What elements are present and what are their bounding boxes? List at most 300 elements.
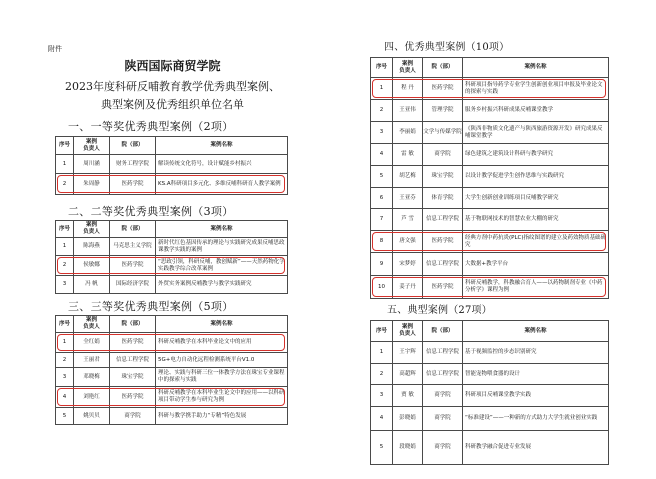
cell-leader <box>393 100 423 122</box>
cell-number-text: 1 <box>62 339 67 346</box>
table-row <box>371 122 609 144</box>
cell-case-name-text: 以设计教学促进学生创作思维与实践研究 <box>465 173 565 180</box>
cell-leader <box>393 209 423 231</box>
cell-case-name-text: 5G+电力自动化远程检测系统平台V1.0 <box>158 356 255 363</box>
table-row <box>371 100 609 122</box>
cell-number-text: 2 <box>62 262 67 269</box>
table-row <box>56 276 288 294</box>
cell-case-name <box>463 100 609 122</box>
table-body <box>371 78 609 299</box>
cell-college <box>423 385 463 407</box>
cell-college-text: 医药学院 <box>121 180 144 187</box>
cell-college-text: 信息工程学院 <box>425 370 459 377</box>
cell-case-name-text: 科研项目反哺课堂教学实践 <box>465 392 532 399</box>
section-heading-second-prize: 二、二等奖优秀典型案例（3项） <box>68 205 234 218</box>
cell-leader <box>74 333 110 353</box>
column-header-leader <box>74 221 110 238</box>
cell-number <box>371 100 393 122</box>
cell-case-name <box>156 353 288 368</box>
table-row <box>56 238 288 256</box>
table-row <box>371 342 609 364</box>
column-header-college-label: 院（部） <box>121 320 144 327</box>
column-header-number-label: 序号 <box>375 64 387 71</box>
cell-college <box>110 256 156 276</box>
cell-college-text: 医药学院 <box>121 393 144 400</box>
table-row <box>371 253 609 276</box>
cell-number-text: 9 <box>379 260 384 267</box>
table-first-prize <box>55 136 287 195</box>
cell-number-text: 5 <box>379 444 384 451</box>
cell-college-text: 医药学院 <box>431 283 454 290</box>
table-body <box>56 238 288 294</box>
column-header-number <box>56 316 74 333</box>
column-header-college-label: 院（部） <box>431 64 454 71</box>
cell-case-name-text: 《陕西非物质文化遗产与陕西旅游资源开发》研究成果反哺课堂教学 <box>465 125 603 139</box>
cell-number-text: 3 <box>62 373 67 380</box>
column-header-college-label: 院（部） <box>431 327 454 334</box>
cell-number-text: 5 <box>379 173 384 180</box>
section-heading-first-prize: 一、一等奖优秀典型案例（2项） <box>68 120 234 133</box>
cell-college <box>423 407 463 431</box>
cell-case-name-text: 科研与教学携手助力“专精”特色发展 <box>158 412 247 419</box>
cell-leader-text: 高超辉 <box>399 370 416 377</box>
cell-case-name <box>463 166 609 188</box>
cell-case-name <box>156 368 288 387</box>
table-row <box>371 407 609 431</box>
cell-case-name <box>156 174 288 195</box>
cell-college <box>110 353 156 368</box>
cell-case-name-text: 经典方剂中药抗炎(PLC)指纹图谱的建立及药效物质基础研究 <box>465 234 607 248</box>
table-row <box>56 368 288 387</box>
table-header <box>56 137 288 155</box>
column-header-college <box>110 221 156 238</box>
column-header-number-label: 序号 <box>58 320 70 327</box>
column-header-case-name-label: 案例名称 <box>210 320 233 327</box>
cases-table <box>370 320 609 465</box>
cell-college-text: 医药学院 <box>121 339 144 346</box>
cell-case-name-text: 基于物联网技术的智慧农业大棚的研究 <box>465 216 559 223</box>
cell-leader-text: 冯 帆 <box>85 281 98 288</box>
table-row <box>56 387 288 408</box>
cell-number-text: 4 <box>379 415 384 422</box>
column-header-college <box>110 316 156 333</box>
column-header-number <box>371 58 393 78</box>
cell-college <box>423 209 463 231</box>
cell-case-name-text: 科研教学融合促进专业发展 <box>465 444 532 451</box>
cell-college <box>110 333 156 353</box>
cell-college-text: 医药学院 <box>431 238 454 245</box>
cell-case-name-text: 智能宠物喂食器的设计 <box>465 370 521 377</box>
cell-number-text: 4 <box>379 151 384 158</box>
cell-number <box>371 364 393 385</box>
cell-number <box>56 387 74 408</box>
cell-number <box>371 342 393 364</box>
cell-number-text: 5 <box>62 412 67 419</box>
column-header-college <box>423 321 463 342</box>
cell-number <box>56 333 74 353</box>
table-header <box>371 321 609 342</box>
cell-number-text: 2 <box>62 180 67 187</box>
cell-leader <box>393 385 423 407</box>
cell-college <box>110 174 156 195</box>
cell-leader <box>393 407 423 431</box>
cases-table <box>370 57 609 299</box>
cell-number-text: 1 <box>379 85 384 92</box>
table-row <box>371 431 609 465</box>
cell-leader <box>74 174 110 195</box>
table-header-row <box>371 58 609 78</box>
table-third-prize <box>55 315 287 425</box>
cell-leader <box>393 342 423 364</box>
cell-case-name-text: 解读传统文化符号，设计赋能乡村振兴 <box>158 160 252 167</box>
column-header-case-name <box>463 321 609 342</box>
table-row <box>56 408 288 425</box>
cell-case-name-text: 新时代红色基因传承的理论与实践研究成果反哺思政课教学实践的案例 <box>158 239 285 253</box>
cases-table <box>55 220 288 294</box>
cell-case-name <box>463 364 609 385</box>
cell-college <box>423 166 463 188</box>
cell-leader-text: 王亚伟 <box>399 107 416 114</box>
cell-case-name-text: “标准建设”——一种新的方式助力大学生就业创业实践 <box>465 415 598 422</box>
cell-case-name <box>156 256 288 276</box>
cell-case-name <box>463 385 609 407</box>
table-header <box>56 316 288 333</box>
cell-college <box>423 188 463 209</box>
column-header-college <box>423 58 463 78</box>
table-row <box>371 231 609 253</box>
cell-college <box>423 78 463 100</box>
cell-number <box>371 276 393 299</box>
cell-leader-text: 刘艳红 <box>83 393 100 400</box>
cell-number <box>371 231 393 253</box>
document-title-line-2: 2023年度科研反哺教育教学优秀典型案例、 <box>65 80 280 93</box>
cell-number-text: 1 <box>379 349 384 356</box>
column-header-case-name-label: 案例名称 <box>524 327 547 334</box>
column-header-case-name <box>463 58 609 78</box>
cell-case-name-text: KS.A科研项目多元化、多维反哺科研育人教学案例 <box>158 180 281 187</box>
cell-number-text: 4 <box>62 393 67 400</box>
column-header-leader <box>393 58 423 78</box>
cell-case-name-text: 科研反哺教学在本科毕业生论文中的应用——以科研项目带动学生参与研究为例 <box>158 390 285 403</box>
cell-leader <box>393 364 423 385</box>
cell-leader-text: 李丽娟 <box>399 129 416 136</box>
cell-case-name-text: 服务乡村振兴科研成果反哺课堂教学 <box>465 107 554 114</box>
cell-number <box>371 385 393 407</box>
attachment-label: 附件 <box>48 45 62 53</box>
cell-leader-text: 王亚芬 <box>399 194 416 201</box>
cell-college-text: 医药学院 <box>431 85 454 92</box>
cell-case-name-text: 基于视频监控的步态识别研究 <box>465 349 537 356</box>
cell-college-text: 管理学院 <box>431 107 454 114</box>
cell-number <box>371 253 393 276</box>
cell-number-text: 2 <box>62 356 67 363</box>
cell-leader-text: 宋梦婷 <box>399 260 416 267</box>
cell-leader <box>393 276 423 299</box>
table-body <box>56 155 288 195</box>
cell-leader-text: 邓晓梅 <box>83 373 100 380</box>
cell-number <box>56 353 74 368</box>
table-row <box>56 333 288 353</box>
cell-college-text: 财务工程学院 <box>115 160 149 167</box>
cell-case-name <box>463 431 609 465</box>
cell-college <box>423 100 463 122</box>
cell-number-text: 7 <box>379 216 384 223</box>
column-header-case-name-label: 案例名称 <box>210 225 233 232</box>
table-row <box>371 144 609 166</box>
cell-leader-text: 芦 雪 <box>401 216 414 223</box>
column-header-case-name <box>156 137 288 155</box>
cell-number <box>371 78 393 100</box>
cell-leader-text: 朱周静 <box>83 180 100 187</box>
table-header-row <box>56 221 288 238</box>
table-row <box>371 364 609 385</box>
cell-leader-text: 周川涵 <box>83 160 100 167</box>
column-header-leader-label: 案例 负责人 <box>83 222 100 235</box>
cell-case-name <box>156 276 288 294</box>
cell-case-name-text: 科研项目指导药学专业学生创新创业项目申报及毕业论文的探索与实践 <box>465 81 603 95</box>
table-typical-cases <box>370 320 608 465</box>
cell-number <box>56 276 74 294</box>
cell-college-text: 商学院 <box>434 392 451 399</box>
cell-case-name <box>463 144 609 166</box>
cell-leader-text: 程 丹 <box>401 85 414 92</box>
cell-leader-text: 贾 敏 <box>401 392 414 399</box>
cell-leader <box>393 166 423 188</box>
document-title-line-3: 典型案例及优秀组织单位名单 <box>101 98 244 111</box>
table-header <box>56 221 288 238</box>
section-heading-typical-cases: 五、典型案例（27项） <box>387 305 492 316</box>
cell-college-text: 信息工程学院 <box>425 260 459 267</box>
cell-number-text: 2 <box>379 370 384 377</box>
cell-number <box>56 174 74 195</box>
column-header-number <box>371 321 393 342</box>
cell-college <box>423 364 463 385</box>
document-title-line-1: 陕西国际商贸学院 <box>124 59 221 73</box>
table-header-row <box>56 137 288 155</box>
cell-leader-text: 唐文强 <box>399 238 416 245</box>
cell-college-text: 体育学院 <box>431 194 454 201</box>
cell-college-text: 信息工程学院 <box>115 356 149 363</box>
column-header-leader-label: 案例 负责人 <box>83 317 100 330</box>
cell-college-text: 国际经济学院 <box>115 281 149 288</box>
cell-number <box>56 408 74 425</box>
column-header-case-name-label: 案例名称 <box>210 142 233 149</box>
cell-leader <box>74 368 110 387</box>
column-header-leader <box>74 316 110 333</box>
table-row <box>56 155 288 174</box>
cell-case-name-text: 外贸实务案例反哺教学与教学实践研究 <box>158 281 252 288</box>
cell-case-name <box>156 408 288 425</box>
cell-case-name <box>156 333 288 353</box>
cell-college-text: 珠宝学院 <box>431 173 454 180</box>
table-body <box>56 333 288 425</box>
cell-leader <box>393 253 423 276</box>
column-header-number <box>56 221 74 238</box>
cell-leader-text: 侯敏娜 <box>83 262 100 269</box>
column-header-case-name <box>156 316 288 333</box>
cell-college <box>423 122 463 144</box>
table-body <box>371 342 609 465</box>
cell-case-name <box>463 188 609 209</box>
cell-case-name <box>463 253 609 276</box>
cell-leader-text: 姜子丹 <box>399 283 416 290</box>
cell-leader <box>74 408 110 425</box>
cell-college <box>423 431 463 465</box>
column-header-number-label: 序号 <box>58 142 70 149</box>
cell-college <box>423 342 463 364</box>
cell-leader <box>393 431 423 465</box>
cell-number <box>371 407 393 431</box>
cell-leader <box>74 387 110 408</box>
cell-case-name <box>156 238 288 256</box>
cell-number-text: 3 <box>379 392 384 399</box>
cell-case-name-text: 理论、实践与科研三位一体教学方法在珠宝专业课程中的探索与实践 <box>158 370 285 383</box>
cell-leader-text: 雷 敏 <box>401 151 414 158</box>
column-header-college-label: 院（部） <box>121 225 144 232</box>
column-header-college <box>110 137 156 155</box>
cell-case-name-text: 大学生创新创业训练项目反哺教学研究 <box>465 194 559 201</box>
cell-case-name-text: 科研反哺教学在本科毕业论文中的应用 <box>158 339 252 346</box>
cell-college-text: 文学与传媒学院 <box>423 129 462 136</box>
table-row <box>371 276 609 299</box>
cell-college-text: 医药学院 <box>121 262 144 269</box>
cell-leader <box>393 144 423 166</box>
cell-leader-text: 胡艺梅 <box>399 173 416 180</box>
cell-number <box>56 155 74 174</box>
cell-leader <box>74 276 110 294</box>
table-row <box>56 174 288 195</box>
cell-college <box>110 155 156 174</box>
cell-college <box>110 387 156 408</box>
cell-college <box>423 144 463 166</box>
cell-number-text: 2 <box>379 107 384 114</box>
section-heading-third-prize: 三、三等奖优秀典型案例（5项） <box>68 300 234 313</box>
cell-college <box>110 368 156 387</box>
cell-leader-text: 彭晓娟 <box>399 415 416 422</box>
cell-case-name <box>463 122 609 144</box>
cell-number-text: 3 <box>379 129 384 136</box>
table-row <box>371 209 609 231</box>
cases-table <box>55 315 288 425</box>
table-excellent-cases <box>370 57 608 299</box>
column-header-number <box>56 137 74 155</box>
cell-number <box>371 166 393 188</box>
cell-case-name <box>156 155 288 174</box>
cell-leader <box>74 256 110 276</box>
cell-college-text: 商学院 <box>434 415 451 422</box>
cell-number <box>371 209 393 231</box>
column-header-college-label: 院（部） <box>121 142 144 149</box>
column-header-leader-label: 案例 负责人 <box>399 60 416 74</box>
column-header-leader <box>74 137 110 155</box>
cell-college-text: 信息工程学院 <box>425 216 459 223</box>
cases-table <box>55 136 288 195</box>
cell-number-text: 10 <box>378 283 385 290</box>
cell-number <box>371 431 393 465</box>
cell-college <box>110 238 156 256</box>
table-row <box>371 385 609 407</box>
cell-college-text: 商学院 <box>434 444 451 451</box>
column-header-number-label: 序号 <box>375 327 387 334</box>
table-row <box>371 188 609 209</box>
cell-number-text: 8 <box>379 238 384 245</box>
cell-college-text: 信息工程学院 <box>425 349 459 356</box>
cell-number-text: 6 <box>379 194 384 201</box>
cell-leader <box>393 122 423 144</box>
table-second-prize <box>55 220 287 294</box>
table-row <box>371 78 609 100</box>
column-header-leader-label: 案例 负责人 <box>399 324 416 337</box>
cell-leader <box>74 353 110 368</box>
cell-college-text: 商学院 <box>124 412 141 419</box>
cell-college-text: 马克思主义学院 <box>113 243 152 250</box>
cell-case-name <box>463 276 609 299</box>
column-header-leader-label: 案例 负责人 <box>83 138 100 152</box>
cell-number-text: 1 <box>62 243 67 250</box>
cell-leader <box>74 238 110 256</box>
table-header-row <box>56 316 288 333</box>
cell-leader-text: 陈海燕 <box>83 243 100 250</box>
cell-case-name-text: “思政引领，科研反哺，教创赋新”——天然药物化学实践教学综合改革案例 <box>158 258 285 272</box>
cell-number-text: 1 <box>62 160 67 167</box>
cell-leader <box>393 188 423 209</box>
cell-college <box>423 276 463 299</box>
column-header-leader <box>393 321 423 342</box>
cell-case-name <box>463 407 609 431</box>
cell-case-name <box>463 78 609 100</box>
column-header-number-label: 序号 <box>58 225 70 232</box>
cell-number <box>56 368 74 387</box>
table-row <box>56 353 288 368</box>
cell-leader <box>74 155 110 174</box>
column-header-case-name-label: 案例名称 <box>524 64 547 71</box>
cell-case-name <box>463 342 609 364</box>
cell-leader <box>393 231 423 253</box>
cell-college-text: 商学院 <box>434 151 451 158</box>
cell-college-text: 珠宝学院 <box>121 373 144 380</box>
section-heading-excellent-cases: 四、优秀典型案例（10项） <box>384 42 510 53</box>
cell-number <box>56 256 74 276</box>
table-header <box>371 58 609 78</box>
cell-number <box>371 144 393 166</box>
cell-case-name-text: 绿色建筑之建筑设计科研与教学研究 <box>465 151 554 158</box>
page-right <box>328 0 656 479</box>
cell-case-name-text: 科研反哺教学，科教融合育人——以药物制剂专业《中药分析学》课程为例 <box>465 280 603 293</box>
cell-college <box>423 253 463 276</box>
cell-number-text: 3 <box>62 281 67 288</box>
cell-case-name <box>463 209 609 231</box>
table-row <box>371 166 609 188</box>
column-header-case-name <box>156 221 288 238</box>
cell-leader <box>393 78 423 100</box>
cell-number <box>56 238 74 256</box>
table-row <box>56 256 288 276</box>
cell-leader-text: 姚贝贝 <box>83 412 100 419</box>
cell-leader-text: 全红娟 <box>83 339 100 346</box>
cell-college <box>110 276 156 294</box>
cell-case-name <box>156 387 288 408</box>
cell-number <box>371 122 393 144</box>
cell-college <box>423 231 463 253</box>
cell-college <box>110 408 156 425</box>
cell-case-name-text: 大数据+教学平台 <box>465 260 509 267</box>
cell-leader-text: 王宇辉 <box>399 349 416 356</box>
cell-leader-text: 段晓娟 <box>399 444 416 451</box>
table-header-row <box>371 321 609 342</box>
cell-leader-text: 王丽君 <box>83 356 100 363</box>
cell-case-name <box>463 231 609 253</box>
cell-number <box>371 188 393 209</box>
